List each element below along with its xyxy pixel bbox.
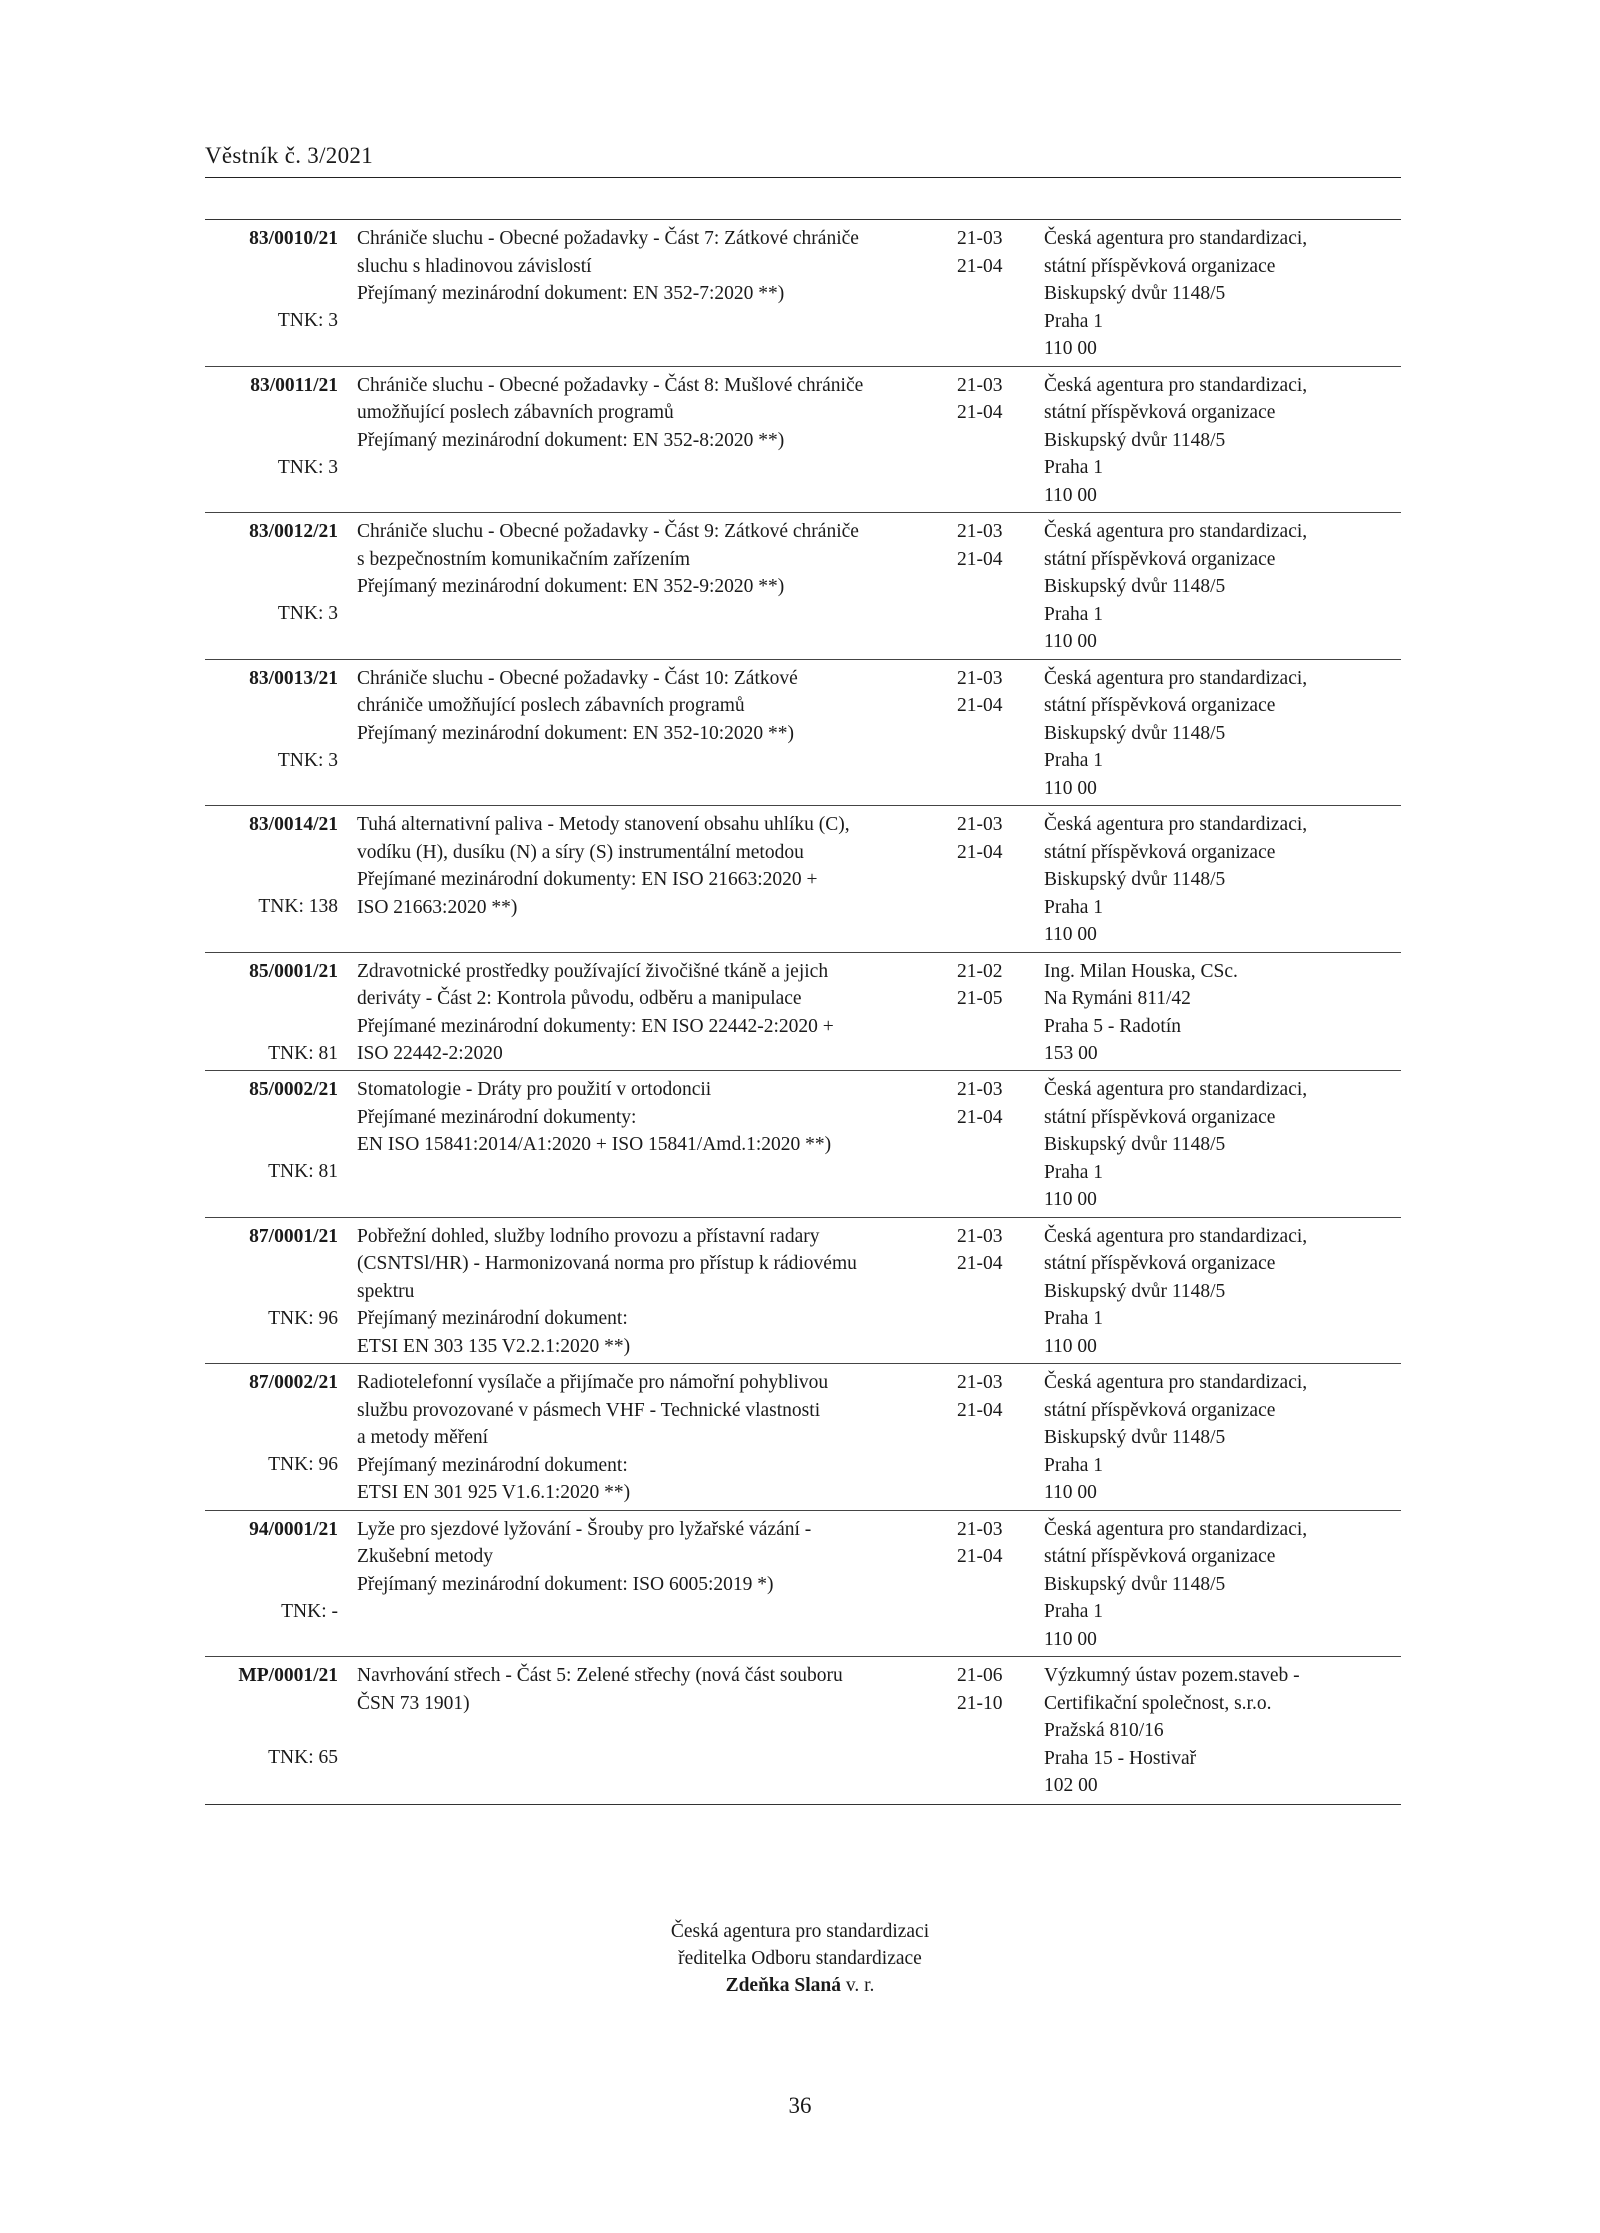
processor-address-cell — [1044, 1511, 1401, 1657]
table-row — [205, 1218, 1401, 1365]
address-line: Biskupský dvůr 1148/5 — [1044, 1280, 1226, 1302]
address-line: Biskupský dvůr 1148/5 — [1044, 283, 1226, 304]
address-line: Výzkumný ústav pozem.staveb - — [1044, 1665, 1300, 1686]
title-line: spektru — [357, 1280, 415, 1302]
processor-address-cell — [1044, 220, 1401, 366]
address-line: státní příspěvková organizace — [1044, 1399, 1276, 1421]
title-line: EN ISO 15841:2014/A1:2020 + ISO 15841/Amd.1:2020 **) — [357, 1134, 832, 1155]
standard-id-cell — [205, 953, 350, 1071]
title-line: ISO 22442-2:2020 — [357, 1043, 503, 1064]
signature-name-line — [500, 1972, 1100, 1999]
standard-id-cell — [205, 513, 350, 659]
address-line: Praha 1 — [1044, 896, 1104, 918]
title-line: Chrániče sluchu - Obecné požadavky - Část 9: Zátkové chrániče — [357, 521, 859, 542]
tnk-label: TNK: 96 — [268, 1307, 338, 1329]
address-line: Praha 1 — [1044, 1161, 1104, 1183]
address-line: 110 00 — [1044, 777, 1097, 799]
processor-address-cell — [1044, 806, 1401, 952]
address-line: Na Rymáni 811/42 — [1044, 988, 1191, 1009]
bulletin-title: Věstník č. 3/2021 — [205, 143, 373, 168]
address-line: Praha 1 — [1044, 750, 1104, 771]
processor-address-cell — [1044, 1364, 1401, 1510]
title-line: službu provozované v pásmech VHF - Technické vlastnosti — [357, 1399, 821, 1421]
address-line: 110 00 — [1044, 1628, 1097, 1650]
dates-cell — [957, 1364, 1044, 1510]
standard-number: MP/0001/21 — [238, 1665, 338, 1686]
standard-id-cell — [205, 1218, 350, 1364]
address-line: Certifikační společnost, s.r.o. — [1044, 1692, 1272, 1714]
standard-id-cell — [205, 1511, 350, 1657]
date-value: 21-04 — [957, 841, 1003, 863]
title-line: ČSN 73 1901) — [357, 1692, 470, 1714]
address-line: Česká agentura pro standardizaci, — [1044, 228, 1308, 249]
dates-cell — [957, 220, 1044, 366]
standard-id-cell — [205, 1657, 350, 1804]
dates-cell — [957, 806, 1044, 952]
processor-address-cell — [1044, 1218, 1401, 1364]
tnk-label: TNK: 96 — [268, 1454, 338, 1475]
address-line: Praha 1 — [1044, 1601, 1104, 1622]
standard-number: 83/0012/21 — [249, 521, 338, 542]
address-line: 110 00 — [1044, 924, 1097, 945]
address-line: státní příspěvková organizace — [1044, 1106, 1276, 1128]
address-line: státní příspěvková organizace — [1044, 1546, 1276, 1567]
address-line: Česká agentura pro standardizaci, — [1044, 667, 1308, 689]
standards-table — [205, 219, 1401, 1805]
address-line: Česká agentura pro standardizaci, — [1044, 1225, 1308, 1247]
date-value: 21-04 — [957, 1106, 1003, 1128]
address-line: 102 00 — [1044, 1775, 1098, 1796]
standard-number: 83/0014/21 — [249, 814, 338, 835]
address-line: Praha 1 — [1044, 457, 1104, 478]
title-line: ETSI EN 301 925 V1.6.1:2020 **) — [357, 1482, 631, 1503]
address-line: Ing. Milan Houska, CSc. — [1044, 960, 1238, 982]
tnk-label: TNK: 81 — [268, 1042, 338, 1064]
address-line: Česká agentura pro standardizaci, — [1044, 1518, 1308, 1540]
table-row — [205, 367, 1401, 514]
title-line: Lyže pro sjezdové lyžování - Šrouby pro lyžařské vázání - — [357, 1518, 812, 1540]
title-line: Stomatologie - Dráty pro použití v ortodoncii — [357, 1079, 712, 1100]
standard-title-cell — [350, 1511, 957, 1657]
dates-cell — [957, 1657, 1044, 1804]
tnk-label: TNK: 3 — [277, 749, 338, 771]
date-value: 21-03 — [957, 667, 1003, 689]
standard-number: 83/0013/21 — [249, 667, 338, 689]
date-value: 21-06 — [957, 1665, 1003, 1686]
address-line: Biskupský dvůr 1148/5 — [1044, 722, 1226, 744]
standard-title-cell — [350, 1364, 957, 1510]
title-line: Chrániče sluchu - Obecné požadavky - Část 10: Zátkové — [357, 667, 798, 689]
standard-id-cell — [205, 367, 350, 513]
processor-address-cell — [1044, 953, 1401, 1071]
date-value: 21-03 — [957, 1225, 1003, 1247]
title-line: Chrániče sluchu - Obecné požadavky - Část 7: Zátkové chrániče — [357, 228, 859, 249]
standard-number: 85/0001/21 — [249, 960, 338, 982]
title-line: Přejímaný mezinárodní dokument: EN 352-7:2020 **) — [357, 283, 785, 304]
address-line: 110 00 — [1044, 484, 1097, 506]
table-row — [205, 660, 1401, 807]
tnk-label: TNK: - — [281, 1600, 338, 1622]
address-line: státní příspěvková organizace — [1044, 255, 1276, 277]
date-value: 21-03 — [957, 814, 1003, 835]
date-value: 21-03 — [957, 228, 1003, 249]
address-line: Biskupský dvůr 1148/5 — [1044, 1573, 1226, 1595]
title-line: Přejímané mezinárodní dokumenty: EN ISO 21663:2020 + — [357, 869, 818, 890]
table-row — [205, 806, 1401, 953]
processor-address-cell — [1044, 513, 1401, 659]
date-value: 21-05 — [957, 988, 1003, 1009]
signature-name: Zdeňka Slaná — [725, 1975, 842, 1996]
address-line: 110 00 — [1044, 1335, 1097, 1357]
address-line: 110 00 — [1044, 631, 1097, 652]
table-row — [205, 1657, 1401, 1804]
address-line: státní příspěvková organizace — [1044, 1253, 1276, 1274]
address-line: 110 00 — [1044, 338, 1097, 359]
address-line: Biskupský dvůr 1148/5 — [1044, 869, 1226, 890]
tnk-label: TNK: 65 — [268, 1747, 338, 1768]
date-value: 21-02 — [957, 960, 1003, 982]
dates-cell — [957, 1071, 1044, 1217]
date-value: 21-04 — [957, 255, 1003, 277]
standard-title-cell — [350, 367, 957, 513]
address-line: 110 00 — [1044, 1482, 1097, 1503]
standard-title-cell — [350, 1218, 957, 1364]
title-line: Přejímané mezinárodní dokumenty: — [357, 1106, 637, 1128]
standard-title-cell — [350, 1657, 957, 1804]
title-line: s bezpečnostním komunikačním zařízením — [357, 548, 691, 570]
tnk-label: TNK: 3 — [277, 603, 338, 624]
standard-number: 94/0001/21 — [249, 1518, 338, 1540]
address-line: státní příspěvková organizace — [1044, 695, 1276, 716]
address-line: Praha 5 - Radotín — [1044, 1015, 1182, 1037]
title-line: a metody měření — [357, 1427, 489, 1448]
address-line: státní příspěvková organizace — [1044, 402, 1276, 423]
address-line: Česká agentura pro standardizaci, — [1044, 521, 1308, 542]
address-line: Česká agentura pro standardizaci, — [1044, 814, 1308, 835]
standard-number: 85/0002/21 — [249, 1079, 338, 1100]
standard-id-cell — [205, 1364, 350, 1510]
title-line: Tuhá alternativní paliva - Metody stanovení obsahu uhlíku (C), — [357, 814, 850, 835]
address-line: státní příspěvková organizace — [1044, 841, 1276, 863]
title-line: Zkušební metody — [357, 1546, 493, 1567]
title-line: ETSI EN 303 135 V2.2.1:2020 **) — [357, 1335, 631, 1357]
address-line: Biskupský dvůr 1148/5 — [1044, 429, 1226, 451]
standard-title-cell — [350, 953, 957, 1071]
date-value: 21-10 — [957, 1692, 1003, 1714]
title-line: Přejímaný mezinárodní dokument: EN 352-8:2020 **) — [357, 429, 785, 451]
address-line: Praha 1 — [1044, 310, 1104, 332]
address-line: státní příspěvková organizace — [1044, 548, 1276, 570]
date-value: 21-03 — [957, 1079, 1003, 1100]
processor-address-cell — [1044, 660, 1401, 806]
processor-address-cell — [1044, 1657, 1401, 1804]
title-line: Přejímaný mezinárodní dokument: — [357, 1454, 628, 1476]
table-row — [205, 1511, 1401, 1658]
address-line: Biskupský dvůr 1148/5 — [1044, 1427, 1226, 1448]
address-line: Biskupský dvůr 1148/5 — [1044, 576, 1226, 597]
signature-suffix: v. r. — [841, 1975, 875, 1996]
title-line: sluchu s hladinovou závislostí — [357, 255, 592, 277]
date-value: 21-04 — [957, 1399, 1003, 1421]
table-row — [205, 1071, 1401, 1218]
title-line: Přejímaný mezinárodní dokument: EN 352-10:2020 **) — [357, 722, 795, 744]
date-value: 21-03 — [957, 374, 1003, 396]
date-value: 21-04 — [957, 402, 1003, 423]
date-value: 21-03 — [957, 521, 1003, 542]
standard-title-cell — [350, 660, 957, 806]
title-line: Pobřežní dohled, služby lodního provozu a přístavní radary — [357, 1225, 820, 1247]
date-value: 21-04 — [957, 548, 1003, 570]
title-line: chrániče umožňující poslech zábavních programů — [357, 695, 745, 716]
signature-block — [500, 1918, 1100, 1999]
standard-id-cell — [205, 660, 350, 806]
date-value: 21-04 — [957, 1546, 1003, 1567]
address-line: Praha 1 — [1044, 1454, 1104, 1476]
title-line: deriváty - Část 2: Kontrola původu, odběru a manipulace — [357, 988, 802, 1009]
signature-agency: Česká agentura pro standardizaci — [670, 1921, 930, 1942]
signature-position: ředitelka Odboru standardizace — [678, 1948, 922, 1969]
standard-number: 83/0010/21 — [249, 228, 338, 249]
standard-id-cell — [205, 806, 350, 952]
date-value: 21-03 — [957, 1518, 1003, 1540]
date-value: 21-04 — [957, 1253, 1003, 1274]
tnk-label: TNK: 3 — [277, 456, 338, 478]
dates-cell — [957, 953, 1044, 1071]
address-line: 110 00 — [1044, 1189, 1097, 1210]
tnk-label: TNK: 81 — [268, 1161, 338, 1182]
dates-cell — [957, 513, 1044, 659]
date-value: 21-04 — [957, 695, 1003, 716]
title-line: Chrániče sluchu - Obecné požadavky - Část 8: Mušlové chrániče — [357, 374, 864, 396]
standard-number: 87/0002/21 — [249, 1372, 338, 1393]
title-line: Přejímaný mezinárodní dokument: — [357, 1308, 628, 1329]
address-line: Česká agentura pro standardizaci, — [1044, 1372, 1308, 1393]
title-line: Navrhování střech - Část 5: Zelené střechy (nová část souboru — [357, 1665, 843, 1686]
standard-title-cell — [350, 513, 957, 659]
table-row — [205, 220, 1401, 367]
title-line: Zdravotnické prostředky používající živočišné tkáně a jejich — [357, 960, 829, 982]
title-line: ISO 21663:2020 **) — [357, 896, 518, 918]
address-line: Pražská 810/16 — [1044, 1720, 1164, 1741]
title-line: vodíku (H), dusíku (N) a síry (S) instrumentální metodou — [357, 841, 804, 863]
table-row — [205, 513, 1401, 660]
address-line: Česká agentura pro standardizaci, — [1044, 1079, 1308, 1100]
title-line: Přejímaný mezinárodní dokument: EN 352-9:2020 **) — [357, 576, 785, 597]
table-row — [205, 1364, 1401, 1511]
address-line: 153 00 — [1044, 1043, 1098, 1064]
tnk-label: TNK: 138 — [258, 896, 338, 917]
title-line: umožňující poslech zábavních programů — [357, 402, 674, 423]
title-line: (CSNTSl/HR) - Harmonizovaná norma pro přístup k rádiovému — [357, 1253, 857, 1274]
dates-cell — [957, 367, 1044, 513]
standard-title-cell — [350, 220, 957, 366]
title-line: Radiotelefonní vysílače a přijímače pro námořní pohyblivou — [357, 1372, 829, 1393]
address-line: Praha 15 - Hostivař — [1044, 1747, 1197, 1769]
standard-id-cell — [205, 1071, 350, 1217]
address-line: Biskupský dvůr 1148/5 — [1044, 1134, 1226, 1155]
address-line: Praha 1 — [1044, 1308, 1104, 1329]
dates-cell — [957, 660, 1044, 806]
title-line: Přejímané mezinárodní dokumenty: EN ISO 22442-2:2020 + — [357, 1015, 834, 1037]
standard-number: 87/0001/21 — [249, 1225, 338, 1247]
date-value: 21-03 — [957, 1372, 1003, 1393]
dates-cell — [957, 1511, 1044, 1657]
standard-number: 83/0011/21 — [250, 374, 338, 396]
page-header — [205, 143, 1401, 178]
processor-address-cell — [1044, 367, 1401, 513]
dates-cell — [957, 1218, 1044, 1364]
table-row — [205, 953, 1401, 1072]
standard-id-cell — [205, 220, 350, 366]
standard-title-cell — [350, 1071, 957, 1217]
processor-address-cell — [1044, 1071, 1401, 1217]
address-line: Česká agentura pro standardizaci, — [1044, 374, 1308, 396]
title-line: Přejímaný mezinárodní dokument: ISO 6005:2019 *) — [357, 1573, 774, 1595]
page-number: 36 — [788, 2093, 812, 2118]
standard-title-cell — [350, 806, 957, 952]
tnk-label: TNK: 3 — [277, 310, 338, 331]
address-line: Praha 1 — [1044, 603, 1104, 625]
